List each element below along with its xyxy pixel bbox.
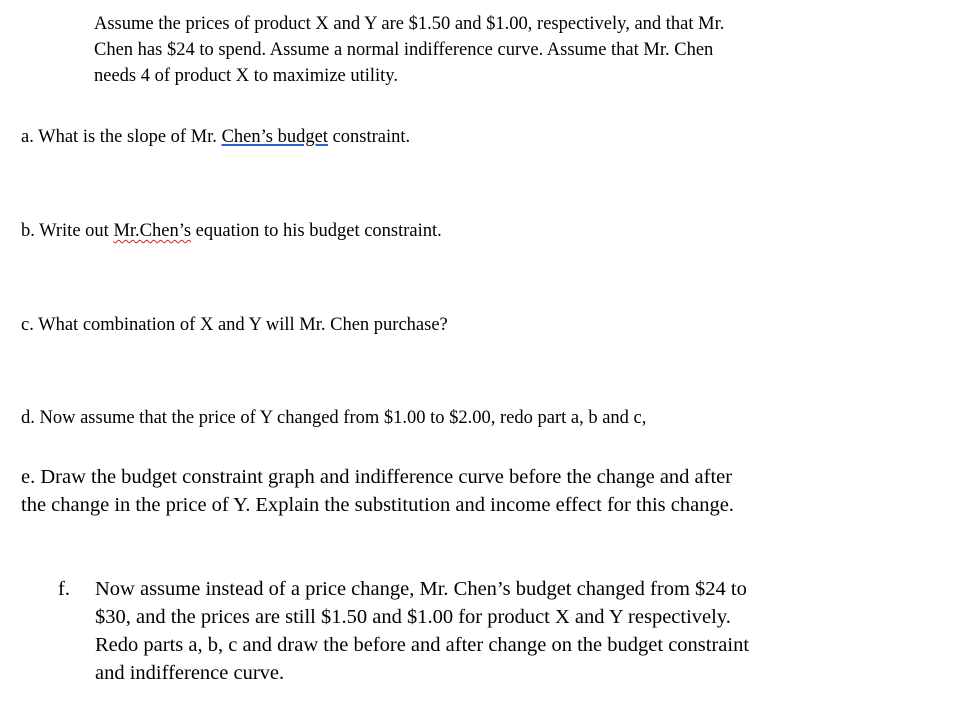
question-f [58, 575, 749, 687]
spelling-flagged-text[interactable]: Mr.Chen’s [113, 221, 192, 241]
question-a-prefix: a. What is the slope of Mr. [21, 127, 222, 147]
question-e-line: e. Draw the budget constraint graph and indifference curve before the change and after [21, 466, 733, 488]
question-d: d. Now assume that the price of Y changed from $1.00 to $2.00, redo part a, b and c, [21, 408, 647, 428]
question-f-line: Redo parts a, b, c and draw the before and after change on the budget constraint [95, 634, 750, 656]
question-a-suffix: constraint. [327, 127, 411, 147]
intro-line: Chen has $24 to spend. Assume a normal indifference curve. Assume that Mr. Chen [94, 40, 714, 60]
intro-line: needs 4 of product X to maximize utility. [94, 66, 398, 86]
question-f-label: f. [58, 578, 70, 600]
question-e-line: the change in the price of Y. Explain the substitution and income effect for this change. [21, 494, 734, 516]
question-a [21, 124, 410, 150]
question-f-line: Now assume instead of a price change, Mr. Chen’s budget changed from $24 to [95, 578, 747, 600]
grammar-flagged-text[interactable]: Chen’s budget [221, 127, 328, 147]
question-f-line: $30, and the prices are still $1.50 and $1.00 for product X and Y respectively. [95, 606, 731, 628]
intro-line: Assume the prices of product X and Y are $1.50 and $1.00, respectively, and that Mr. [94, 14, 725, 34]
question-e [21, 463, 734, 519]
question-f-line: and indifference curve. [95, 662, 285, 684]
question-b-prefix: b. Write out [21, 221, 114, 241]
question-b [21, 218, 442, 244]
question-f-body [95, 575, 749, 687]
question-b-suffix: equation to his budget constraint. [191, 221, 442, 241]
question-c: c. What combination of X and Y will Mr. Chen purchase? [21, 315, 448, 335]
intro-paragraph [94, 11, 724, 89]
